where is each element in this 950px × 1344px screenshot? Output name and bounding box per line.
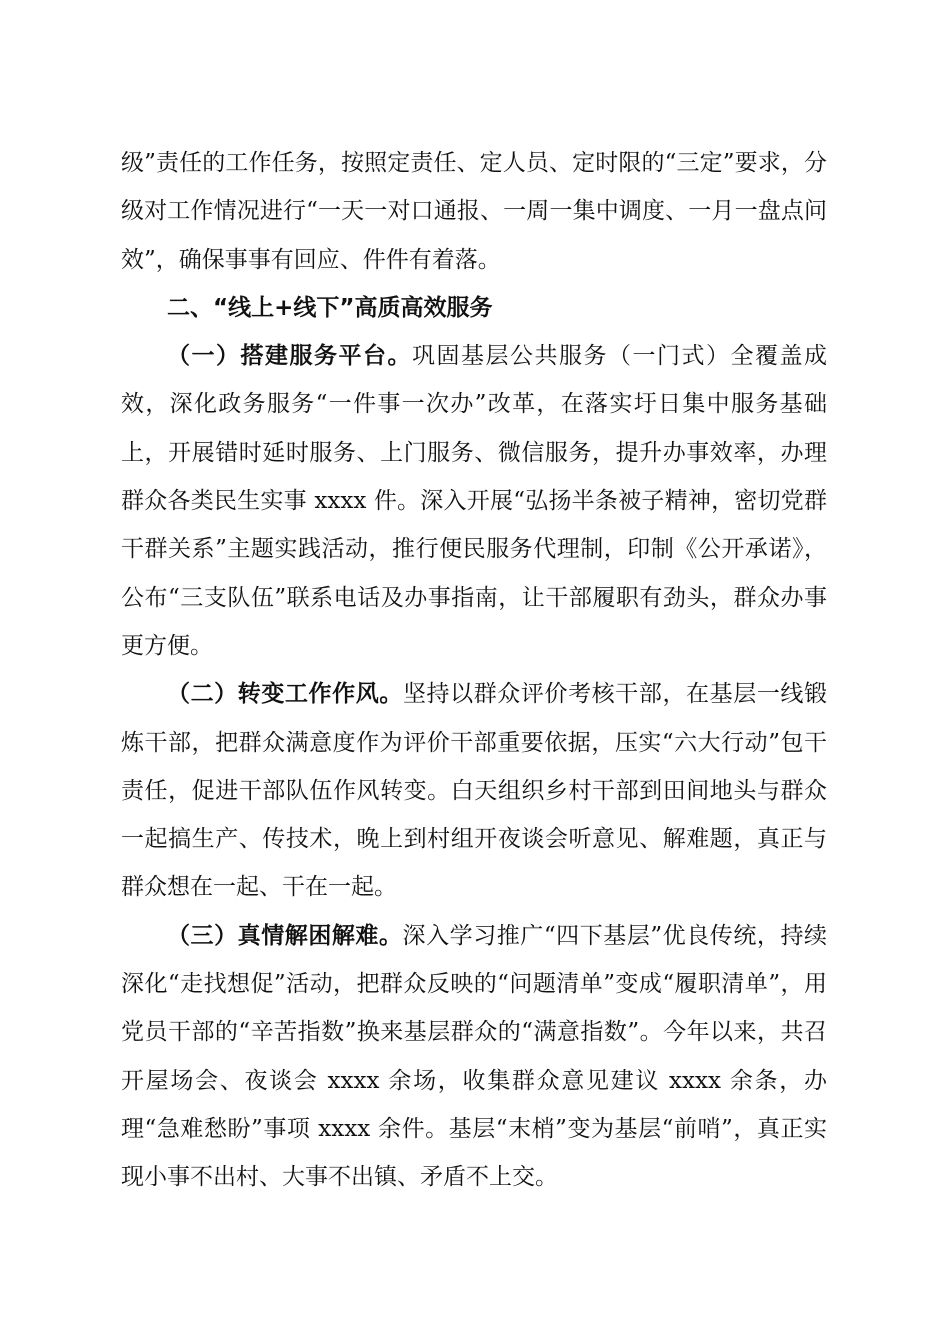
- document-page: [121, 139, 827, 1202]
- continuation-paragraph: 级”责任的工作任务，按照定责任、定人员、定时限的“三定”要求，分级对工作情况进行“一天一对口通报、一周一集中调度、一月一盘点问效”，确保事事有回应、件件有着落。: [121, 150, 827, 273]
- item-paragraph-1: [121, 332, 827, 670]
- section-heading: 二、“线上+线下”高质高效服务: [167, 294, 493, 321]
- item-body-1: 巩固基层公共服务（一门式）全覆盖成效，深化政务服务“一件事一次办”改革，在落实圩日集中服务基础上，开展错时延时服务、上门服务、微信服务，提升办事效率，办理群众各类民生实事 xxxx 件。深入开展“弘扬半条被子精神，密切党群干群关系”主题实践活动，推行便民服务代理制，印制《公开承诺》，公布“三支队伍”联系电话及办事指南，让干部履职有劲头，群众办事更方便。: [121, 343, 827, 659]
- item-title-1: （一）搭建服务平台。: [167, 343, 412, 370]
- item-body-2: 坚持以群众评价考核干部，在基层一线锻炼干部，把群众满意度作为评价干部重要依据，压实“六大行动”包干责任，促进干部队伍作风转变。白天组织乡村干部到田间地头与群众一起搞生产、传技术，晚上到村组开夜谈会听意见、解难题，真正与群众想在一起、干在一起。: [121, 681, 828, 901]
- item-paragraph-3: [121, 912, 827, 1202]
- item-title-3: （三）真情解困解难。: [167, 922, 403, 949]
- item-body-3: 深入学习推广“四下基层”优良传统，持续深化“走找想促”活动，把群众反映的“问题清单”变成“履职清单”，用党员干部的“辛苦指数”换来基层群众的“满意指数”。今年以来，共召开屋场会、夜谈会 xxxx 余场，收集群众意见建议 xxxx 余条，办理“急难愁盼”事项 xxxx 余件。基层“末梢”变为基层“前哨”，真正实现小事不出村、大事不出镇、矛盾不上交。: [121, 922, 827, 1191]
- item-paragraph-2: [121, 670, 827, 911]
- item-title-2: （二）转变工作作风。: [167, 681, 403, 708]
